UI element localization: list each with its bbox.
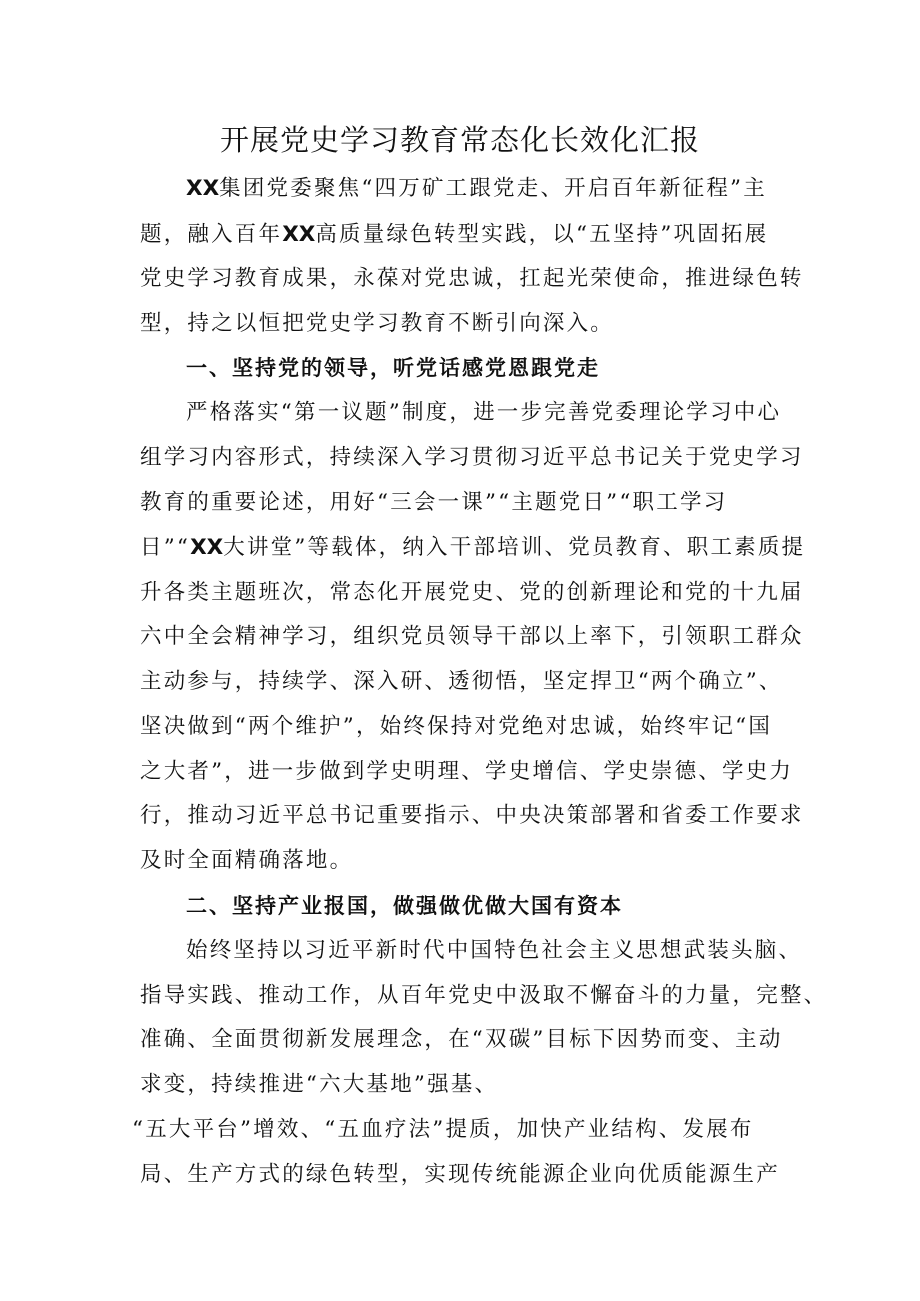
org-code: XX (190, 535, 224, 560)
section-2-line: 指导实践、推动工作，从百年党史中汲取不懈奋斗的力量，完整、 (140, 983, 828, 1008)
section-1-line (140, 531, 805, 565)
section-1-line: 主动参与，持续学、深入研、透彻悟，坚定捍卫“两个确立”、 (140, 669, 783, 694)
section-1-text: 日”“ (140, 535, 191, 560)
section-2-line: 局、生产方式的绿色转型，实现传统能源企业向优质能源生产 (140, 1162, 780, 1187)
section-1-line: 坚决做到“两个维护”，始终保持对党绝对忠诚，始终牢记“国 (140, 714, 773, 739)
intro-line-4: 型，持之以恒把党史学习教育不断引向深入。 (140, 311, 615, 336)
section-2-line: 求变，持续推进“六大基地”强基、 (140, 1072, 499, 1097)
section-1-line: 及时全面精确落地。 (140, 848, 354, 873)
section-2-line: 始终坚持以习近平新时代中国特色社会主义思想武装头脑、 (186, 938, 803, 963)
section-1-line: 行，推动习近平总书记重要指示、中央决策部署和省委工作要求 (140, 803, 804, 828)
intro-line-1 (186, 172, 767, 206)
intro-line-3: 党史学习教育成果，永葆对党忠诚，扛起光荣使命，推进绿色转 (140, 266, 804, 291)
document-title: 开展党史学习教育常态化长效化汇报 (219, 123, 700, 157)
org-code: XX (282, 222, 316, 247)
section-1-heading: 一、坚持党的领导，听党话感党恩跟党走 (186, 356, 600, 380)
section-2-heading: 二、坚持产业报国，做强做优做大国有资本 (186, 894, 623, 918)
section-2-line: 准确、全面贯彻新发展理念，在“双碳”目标下因势而变、主动 (140, 1027, 783, 1052)
section-1-line: 六中全会精神学习，组织党员领导干部以上率下，引领职工群众 (140, 624, 804, 649)
intro-text: 题，融入百年 (140, 222, 283, 247)
section-2-line: “五大平台”增效、“五血疗法”提质，加快产业结构、发展布 (132, 1117, 754, 1142)
section-1-line: 教育的重要论述，用好“三会一课”“主题党日”“职工学习 (140, 490, 728, 515)
section-1-text: 大讲堂”等载体，纳入干部培训、党员教育、职工素质提 (223, 535, 806, 560)
intro-text: 集团党委聚焦“四万矿工跟党走、开启百年新征程”主 (219, 176, 767, 201)
intro-line-2 (140, 218, 768, 252)
org-code: XX (186, 176, 220, 201)
intro-text: 高质量绿色转型实践，以“五坚持”巩固拓展 (315, 222, 769, 247)
section-1-line: 之大者”，进一步做到学史明理、学史增信、学史崇德、学史力 (140, 759, 794, 784)
section-1-line: 组学习内容形式，持续深入学习贯彻习近平总书记关于党史学习 (140, 445, 804, 470)
section-1-line: 升各类主题班次，常态化开展党史、党的创新理论和党的十九届 (140, 580, 804, 605)
section-1-line: 严格落实“第一议题”制度，进一步完善党委理论学习中心 (186, 400, 782, 425)
